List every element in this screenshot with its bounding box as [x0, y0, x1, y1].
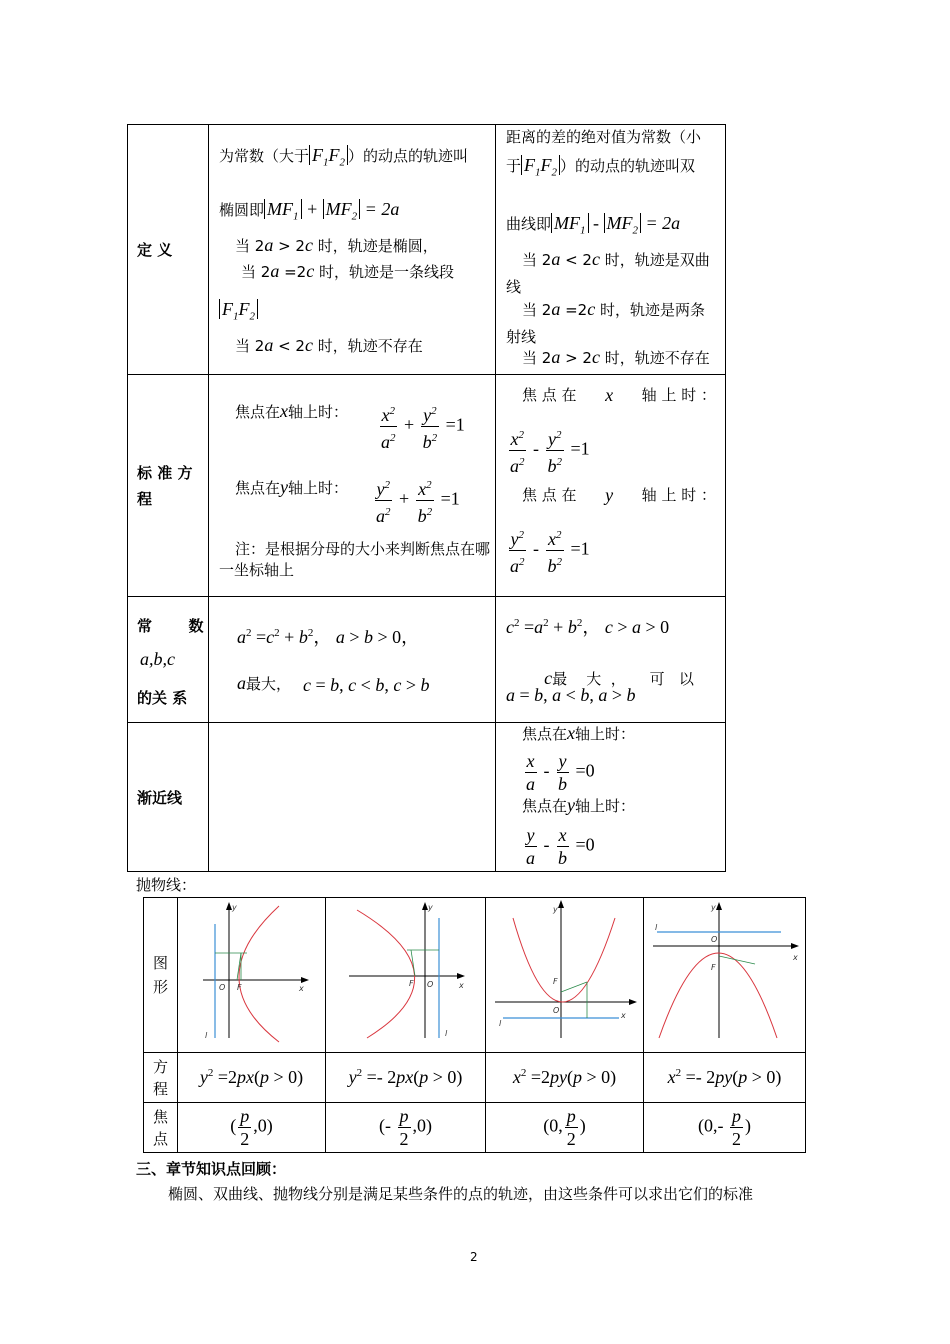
definition-row	[128, 125, 726, 375]
focus-down: (0,- $\frac{p}{2}$ )	[644, 1103, 806, 1153]
hyperbola-def-line1: 距离的差的绝对值为常数（小	[506, 128, 702, 146]
hyperbola-cond3: 当 2a > 2c 时，轨迹不存在	[522, 347, 710, 367]
row-label-definition: 定 义	[137, 241, 173, 259]
ellipse-constants-eq: $a^2 =c^2 + b^2$， a > b > 0，	[237, 627, 420, 647]
asymptote-row	[128, 723, 726, 872]
equation-row	[144, 1053, 806, 1103]
graph-left-opening	[326, 898, 486, 1053]
directrix-label: l	[444, 1029, 447, 1038]
standard-equation-row	[128, 375, 726, 597]
directrix-label: l	[654, 923, 657, 932]
asymptote-x-axis: 焦点在x轴上时：	[522, 723, 636, 743]
focus-label: F	[408, 979, 414, 988]
ellipse-y-equation: $\frac{y^2}{a^2}$ + $\frac{x^2}{b^2}$ =1	[372, 475, 460, 526]
directrix-label: l	[498, 1019, 501, 1028]
graph-up-opening	[486, 898, 644, 1053]
graph-right-opening	[178, 898, 326, 1053]
focus-row	[144, 1103, 806, 1153]
parabola-heading: 抛物线：	[136, 876, 197, 894]
constants-row	[128, 597, 726, 723]
origin-label: O	[710, 935, 717, 944]
ellipse-cond3: 当 2a < 2c 时，轨迹不存在	[235, 335, 423, 355]
equation-left: $y^2 =- 2px(p > 0)$	[326, 1053, 486, 1103]
row-label-graph: 图形	[152, 954, 168, 996]
origin-label: O	[552, 1006, 559, 1015]
graph-down-opening	[644, 898, 806, 1053]
axis-label-x: x	[458, 981, 464, 990]
focus-up: (0, $\frac{p}{2}$ )	[486, 1103, 644, 1153]
hyperbola-x-axis: 焦 点 在 x 轴 上 时 ：	[522, 385, 716, 405]
ellipse-cond1: 当 2a > 2c 时，轨迹是椭圆，	[235, 235, 438, 255]
parabola-left-graph	[327, 898, 485, 1048]
hyperbola-y-axis: 焦 点 在 y 轴 上 时 ：	[522, 485, 716, 505]
ellipse-def-line2: 椭圆即 $MF_1 + MF_2 = 2a$	[219, 199, 400, 223]
hyperbola-def-line2: 于 $F_1F_2$ ）的动点的轨迹叫双	[506, 155, 696, 179]
ellipse-asymptote-cell	[209, 723, 496, 872]
hyperbola-constants-a: a = b, a < b, a > b	[506, 685, 636, 705]
ellipse-note: 注：是根据分母的大小来判断焦点在哪一坐标轴上	[219, 540, 491, 579]
hyperbola-cond2b: 射线	[506, 328, 537, 346]
focus-left: (- $\frac{p}{2}$ ,0)	[326, 1103, 486, 1153]
ellipse-x-equation: $\frac{x^2}{a^2}$ + $\frac{y^2}{b^2}$ =1	[377, 401, 465, 452]
parabola-down-graph	[645, 898, 805, 1048]
origin-label: O	[426, 980, 433, 989]
equation-right: $y^2 =2px(p > 0)$	[178, 1053, 326, 1103]
hyperbola-y-equation: $\frac{y^2}{a^2}$ - $\frac{x^2}{b^2}$ =1	[506, 525, 590, 576]
conic-comparison-table	[127, 124, 726, 872]
axis-label-y: y	[552, 905, 558, 914]
section3-body: 椭圆、双曲线、抛物线分别是满足某些条件的点的轨迹，由这些条件可以求出它们的标准	[168, 1185, 754, 1203]
origin-label: O	[218, 983, 225, 992]
section3-title: 三、章节知识点回顾：	[136, 1160, 287, 1178]
directrix-label: l	[204, 1031, 207, 1040]
hyperbola-equation-cell	[496, 375, 726, 597]
axis-label-x: x	[298, 984, 304, 993]
axis-label-y: y	[231, 903, 237, 912]
row-label-equation: 方程	[152, 1057, 168, 1098]
ellipse-def-line1: 为常数（大于 $F_1F_2$ ）的动点的轨迹叫	[219, 145, 469, 169]
asymptote-x-equation: $\frac{x}{a}$ - $\frac{y}{b}$ =0	[526, 751, 595, 794]
parabola-table	[143, 897, 806, 1153]
row-label-asymptote: 渐近线	[137, 788, 183, 807]
asymptote-y-equation: $\frac{y}{a}$ - $\frac{x}{b}$ =0	[526, 825, 595, 868]
row-label-focus: 焦点	[152, 1107, 168, 1148]
hyperbola-constants-cell	[496, 597, 726, 723]
parabola-right-graph	[179, 898, 325, 1048]
focus-label: F	[710, 963, 716, 972]
hyperbola-constants-eq: $c^2 =a^2 + b^2$， c > a > 0	[506, 617, 670, 637]
row-label-constants-bottom: 的关 系	[137, 689, 188, 707]
row-label-equation: 标 准 方 程	[137, 463, 193, 508]
graph-row	[144, 898, 806, 1053]
page-number: 2	[470, 1250, 478, 1264]
axis-label-y: y	[710, 903, 716, 912]
hyperbola-x-equation: $\frac{x^2}{a^2}$ - $\frac{y^2}{b^2}$ =1	[506, 425, 590, 476]
row-label-constants-abc: a,b,c	[140, 649, 175, 669]
hyperbola-definition-cell	[496, 125, 726, 375]
hyperbola-constants-max: c最 大 ， 可 以	[544, 668, 694, 688]
asymptote-y-axis: 焦点在y轴上时：	[522, 795, 636, 815]
equation-up: $x^2 =2py(p > 0)$	[486, 1053, 644, 1103]
ellipse-equation-cell	[209, 375, 496, 597]
axis-label-x: x	[620, 1011, 626, 1020]
axis-label-y: y	[427, 903, 433, 912]
focus-label: F	[552, 977, 558, 986]
axis-label-x: x	[792, 953, 798, 962]
ellipse-constants-cell	[209, 597, 496, 723]
hyperbola-asymptote-cell	[496, 723, 726, 872]
ellipse-segment: $F_1F_2$	[219, 299, 258, 328]
focus-right: ( $\frac{p}{2}$ ,0)	[178, 1103, 326, 1153]
ellipse-y-axis: 焦点在y轴上时：	[235, 477, 349, 497]
ellipse-cond2: 当 2a =2c 时，轨迹是一条线段	[241, 261, 454, 281]
hyperbola-cond2: 当 2a =2c 时，轨迹是两条	[522, 299, 705, 319]
ellipse-constants-c: c = b, c < b, c > b	[303, 675, 430, 695]
ellipse-constants-max: a最大，	[237, 673, 292, 693]
focus-label: F	[236, 983, 242, 992]
hyperbola-def-line3: 曲线即 $MF_1 - MF_2 = 2a$	[506, 213, 681, 237]
hyperbola-cond1: 当 2a < 2c 时，轨迹是双曲	[522, 249, 710, 269]
ellipse-definition-cell	[209, 125, 496, 375]
row-label-constants-top: 常 数	[137, 617, 204, 635]
parabola-up-graph	[487, 898, 643, 1048]
ellipse-x-axis: 焦点在x轴上时：	[235, 401, 349, 421]
hyperbola-cond1b: 线	[506, 278, 522, 296]
equation-down: $x^2 =- 2py(p > 0)$	[644, 1053, 806, 1103]
